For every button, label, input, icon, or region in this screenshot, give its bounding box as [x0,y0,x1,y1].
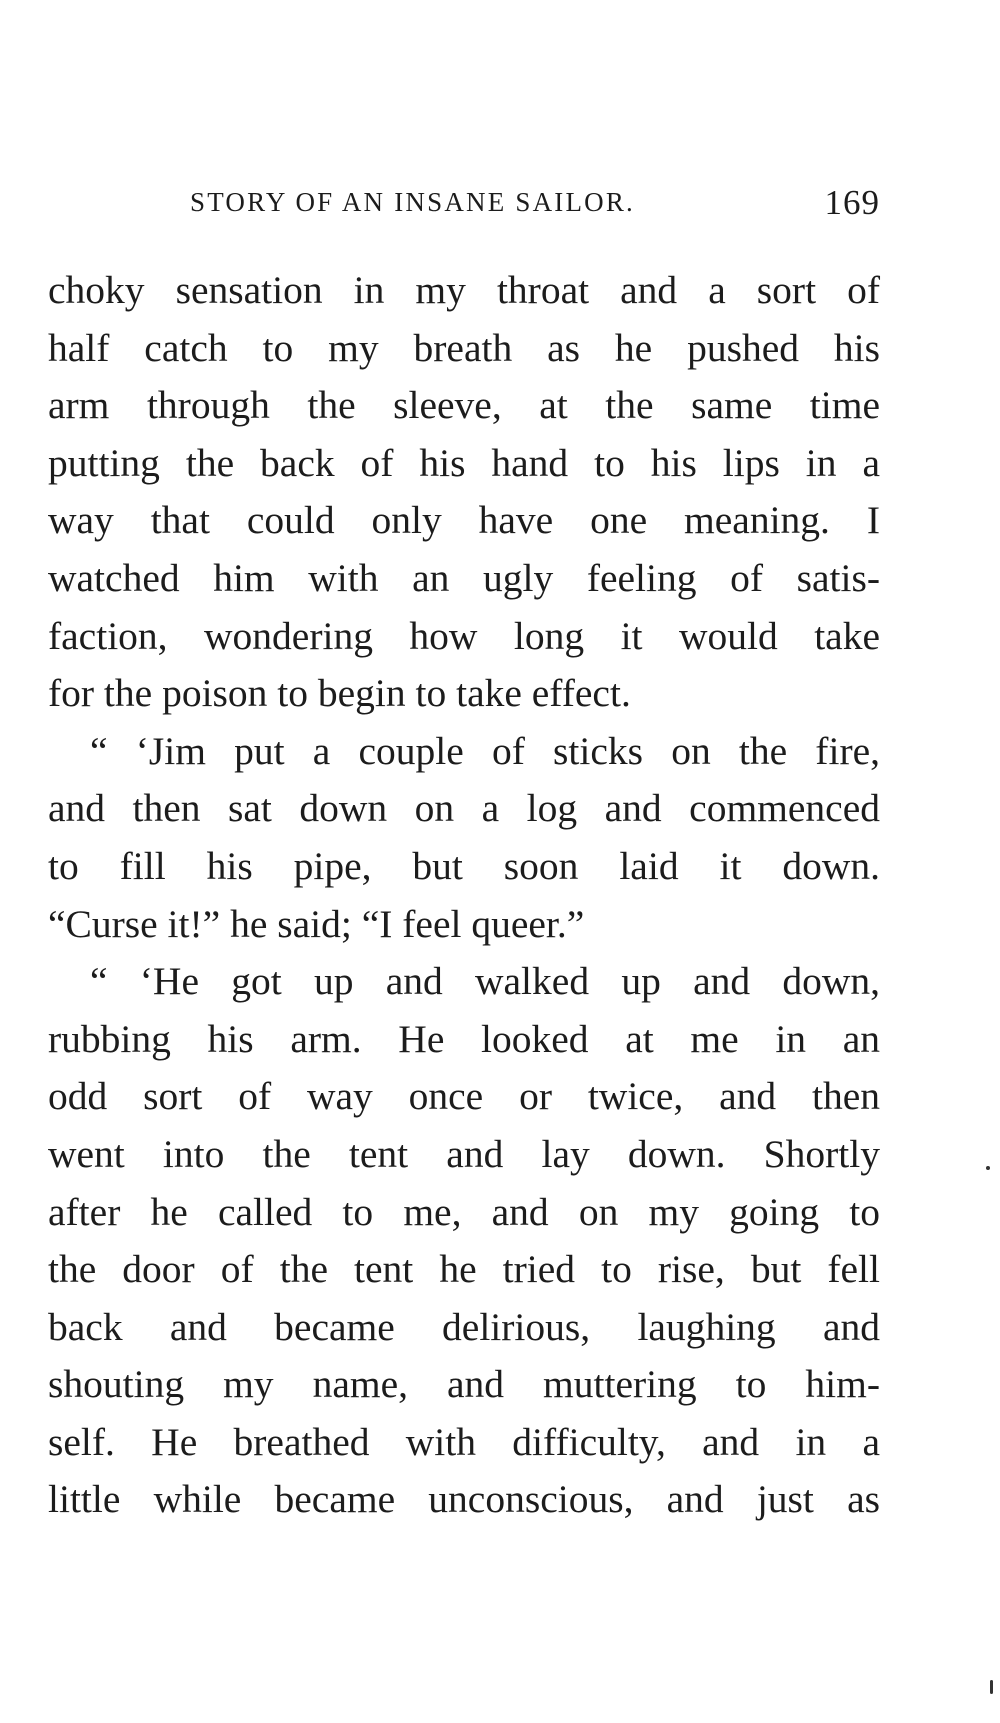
text-line: after he called to me, and on my going to [48,1189,880,1234]
text-line: little while became unconscious, and just as [48,1477,880,1522]
text-line: putting the back of his hand to his lips in a [48,440,880,485]
text-line: for the poison to begin to take effect. [48,671,631,716]
text-line: watched him with an ugly feeling of satis- [48,555,880,600]
text-line: and then sat down on a log and commenced [48,786,880,831]
text-line: choky sensation in my throat and a sort of [48,268,880,312]
text-line: “Curse it!” he said; “I feel queer.” [48,901,585,946]
text-line: half catch to my breath as he pushed his [48,325,880,370]
running-head [190,183,880,223]
text-line: the door of the tent he tried to rise, but fell [48,1247,880,1292]
text-line: self. He breathed with difficulty, and in a [48,1419,880,1464]
text-line: to fill his pipe, but soon laid it down. [48,843,880,888]
text-line: shouting my name, and muttering to him- [48,1362,880,1407]
scan-speck [986,1166,990,1170]
text-line: faction, wondering how long it would take [48,613,880,658]
text-line: arm through the sleeve, at the same time [48,383,880,428]
text-line: rubbing his arm. He looked at me in an [48,1016,880,1061]
chapter-title: STORY OF AN INSANE SAILOR. [190,187,636,217]
text-line: “ ‘He got up and walked up and down, [90,959,880,1004]
page-number: 169 [824,183,880,222]
body-text [48,262,880,1529]
text-line: way that could only have one meaning. I [48,498,880,543]
text-line: went into the tent and lay down. Shortly [48,1131,880,1176]
scan-speck [990,1680,993,1694]
text-line: odd sort of way once or twice, and then [48,1074,880,1119]
text-line: “ ‘Jim put a couple of sticks on the fire, [90,728,880,773]
text-line: back and became delirious, laughing and [48,1304,880,1349]
